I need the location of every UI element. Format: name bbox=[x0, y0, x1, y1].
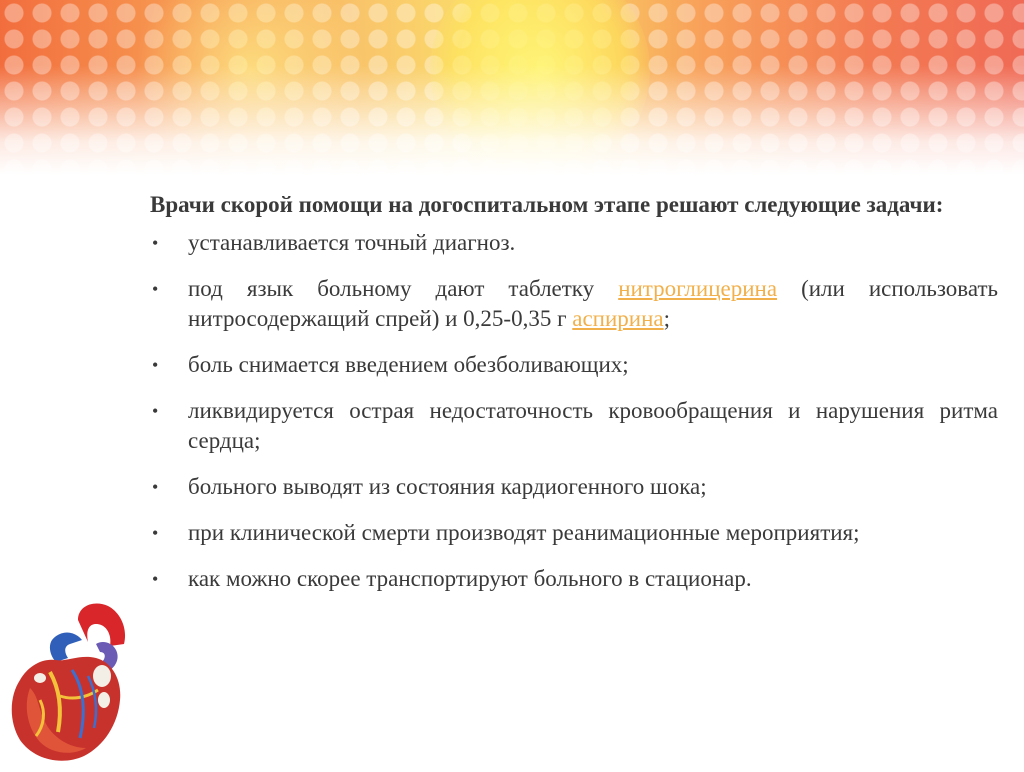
bullet-icon: • bbox=[152, 401, 159, 421]
banner-fade bbox=[0, 65, 1024, 175]
list-item bbox=[150, 274, 998, 334]
list-item bbox=[150, 518, 998, 548]
bullet-icon: • bbox=[152, 355, 159, 375]
list-item bbox=[150, 228, 998, 258]
bullet-icon: • bbox=[152, 477, 159, 497]
slide-content bbox=[150, 190, 998, 610]
list-item-text: ; bbox=[663, 306, 671, 331]
bullet-icon: • bbox=[152, 569, 159, 589]
bullet-icon: • bbox=[152, 233, 159, 253]
list-item bbox=[150, 472, 998, 502]
heart-illustration-icon bbox=[0, 600, 140, 767]
list-item-text: при клинической смерти производят реанимационные мероприятия; bbox=[188, 520, 860, 545]
bullet-icon: • bbox=[152, 523, 159, 543]
list-item-text: ликвидируется острая недостаточность кровообращения и нарушения ритма сердца; bbox=[188, 398, 998, 453]
aspirin-link[interactable]: аспирина bbox=[572, 306, 664, 331]
list-item-text: боль снимается введением обезболивающих; bbox=[188, 352, 629, 377]
list-item-text: как можно скорее транспортируют больного в стационар. bbox=[188, 566, 752, 591]
list-item bbox=[150, 564, 998, 594]
list-item bbox=[150, 350, 998, 380]
list-item-text: устанавливается точный диагноз. bbox=[188, 230, 516, 255]
decorative-banner bbox=[0, 0, 1024, 175]
list-item-text: больного выводят из состояния кардиогенного шока; bbox=[188, 474, 707, 499]
bullet-icon: • bbox=[152, 279, 159, 299]
slide-heading: Врачи скорой помощи на догоспитальном этапе решают следующие задачи: bbox=[150, 192, 944, 217]
list-item-text: (или использовать нитросодержащий спрей) и 0,25-0,35 г bbox=[188, 276, 998, 331]
task-list bbox=[150, 228, 998, 594]
nitroglycerin-link[interactable]: нитроглицерина bbox=[618, 276, 778, 301]
list-item bbox=[150, 396, 998, 456]
list-item-text: под язык больному дают таблетку bbox=[188, 276, 619, 301]
